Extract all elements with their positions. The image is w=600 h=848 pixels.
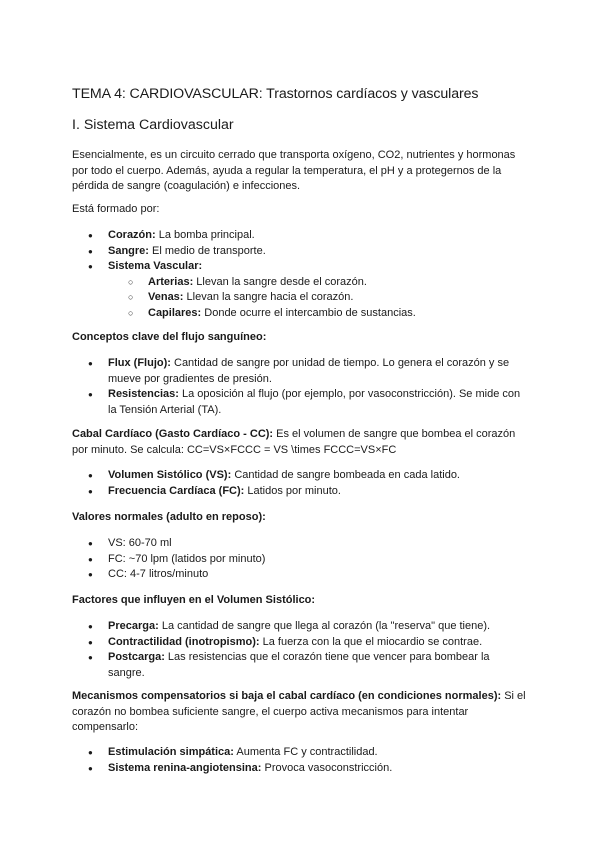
list-item: ● FC: ~70 lpm (latidos por minuto) bbox=[88, 552, 528, 568]
vascular-sublist bbox=[108, 275, 528, 322]
bullet-icon: ● bbox=[88, 622, 93, 631]
stroke-factors-heading: Factores que influyen en el Volumen Sistólico: bbox=[72, 594, 316, 606]
sub-bullet-icon: ○ bbox=[128, 307, 134, 318]
flow-list bbox=[88, 356, 528, 418]
list-item: ○ Capilares: Donde ocurre el intercambio de sustancias. bbox=[128, 306, 528, 322]
bullet-icon: ● bbox=[88, 653, 93, 662]
bullet-icon: ● bbox=[88, 554, 93, 564]
bullet-icon: ● bbox=[88, 486, 93, 496]
bullet-icon: ● bbox=[88, 231, 93, 240]
formed-by-text: Está formado por: bbox=[72, 203, 160, 215]
bullet-icon: ● bbox=[88, 262, 93, 271]
flow-heading: Conceptos clave del flujo sanguíneo: bbox=[72, 331, 267, 343]
bullet-icon: ● bbox=[88, 763, 93, 773]
bullet-icon: ● bbox=[88, 471, 93, 480]
stroke-factors-list bbox=[88, 619, 528, 681]
list-item: ● Contractilidad (inotropismo): La fuerza con la que el miocardio se contrae. bbox=[88, 635, 528, 651]
bullet-icon: ● bbox=[88, 637, 93, 647]
sub-bullet-icon: ○ bbox=[128, 292, 134, 302]
list-item: ○ Arterias: Llevan la sangre desde el corazón. bbox=[128, 275, 528, 291]
list-item: ● Resistencias: La oposición al flujo (por ejemplo, por vasoconstricción). Se mide con la Tensión Arterial (TA). bbox=[88, 388, 521, 416]
cardiac-output-paragraph: Cabal Cardíaco (Gasto Cardíaco - CC): Es el volumen de sangre que bombea el corazón por minuto. Se calcula: CC=VS×FCCC = VS \times FCCC=VS×FC bbox=[72, 428, 516, 456]
list-item: ● Estimulación simpática: Aumenta FC y contractilidad. bbox=[88, 745, 528, 761]
document-title: TEMA 4: CARDIOVASCULAR: Trastornos cardíacos y vasculares bbox=[72, 86, 479, 102]
bullet-icon: ● bbox=[88, 748, 93, 757]
sub-bullet-icon: ○ bbox=[128, 276, 134, 287]
bullet-icon: ● bbox=[88, 359, 93, 368]
list-item: ● Frecuencia Cardíaca (FC): Latidos por minuto. bbox=[88, 484, 528, 500]
list-item: ● Corazón: La bomba principal. bbox=[88, 228, 528, 244]
list-item: ● VS: 60-70 ml bbox=[88, 536, 528, 552]
list-item: ● Precarga: La cantidad de sangre que llega al corazón (la "reserva" que tiene). bbox=[88, 619, 528, 635]
list-item: ○ Venas: Llevan la sangre hacia el corazón. bbox=[128, 290, 528, 306]
normal-values-list bbox=[88, 536, 528, 583]
bullet-icon: ● bbox=[88, 539, 93, 548]
cardiac-output-list bbox=[88, 468, 528, 499]
list-item: ● Flux (Flujo): Cantidad de sangre por unidad de tiempo. Lo genera el corazón y se mueve por gradientes de presión. bbox=[88, 357, 510, 385]
bullet-icon: ● bbox=[88, 570, 93, 579]
list-item: ● CC: 4-7 litros/minuto bbox=[88, 567, 528, 583]
list-item: ● Volumen Sistólico (VS): Cantidad de sangre bombeada en cada latido. bbox=[88, 468, 528, 484]
compensatory-paragraph: Mecanismos compensatorios si baja el cabal cardíaco (en condiciones normales): Si el corazón no bombea suficiente sangre, el cuerpo activa mecanismos para intentar compensarlo: bbox=[72, 690, 526, 733]
section-heading-cardiovascular: I. Sistema Cardiovascular bbox=[72, 117, 234, 133]
list-item: ● Sistema renina-angiotensina: Provoca vasoconstricción. bbox=[88, 761, 528, 777]
normal-values-heading: Valores normales (adulto en reposo): bbox=[72, 511, 266, 523]
list-item: ● Postcarga: Las resistencias que el corazón tiene que vencer para bombear la sangre. bbox=[88, 651, 490, 679]
list-item: ● Sangre: El medio de transporte. bbox=[88, 244, 528, 260]
bullet-icon: ● bbox=[88, 390, 93, 399]
list-item: ● Sistema Vascular: ○ Arterias: Llevan la sangre desde el corazón. ○ Venas: Llevan la sangre hacia el corazón. ○ Capilares: Donde ocurre el intercambio de sustancias. bbox=[88, 259, 528, 321]
bullet-icon: ● bbox=[88, 246, 93, 256]
intro-paragraph: Esencialmente, es un circuito cerrado que transporta oxígeno, CO2, nutrientes y hormonas por todo el cuerpo. Además, ayuda a regular la temperatura, el pH y a protegernos de la pérdida de sangre (coagulación) e infecciones. bbox=[72, 149, 516, 192]
compensatory-list bbox=[88, 745, 528, 776]
components-list bbox=[88, 228, 528, 321]
